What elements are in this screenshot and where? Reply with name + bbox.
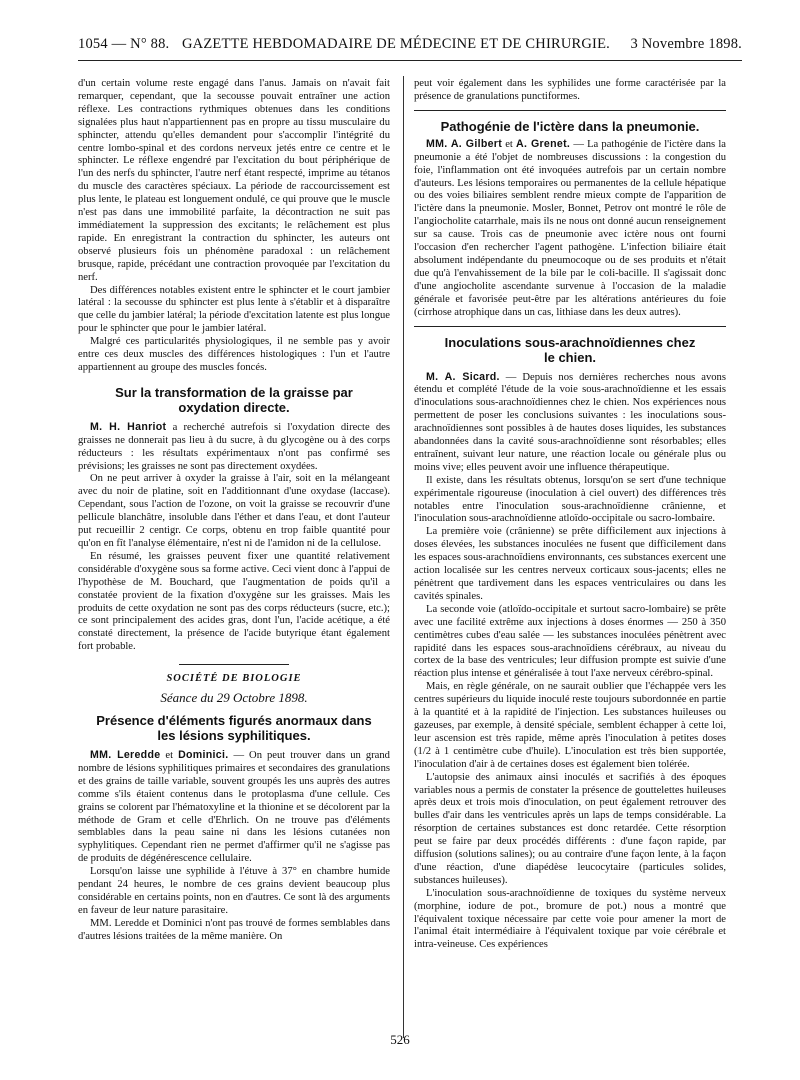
paragraph: L'inoculation sous-arachnoïdienne de toxiques du système nerveux (morphine, iodure de pot., bromure de pot.) nous a montré que l'équivalent toxique nécessaire par cette voie pour amener la mort de l'animal était intermédiaire à l'équivalent toxique par voie cérébrale et intra-veineuse. Ces expériences xyxy=(414,887,726,951)
section-title xyxy=(414,335,726,365)
section-title-line: Inoculations sous-arachnoïdiennes chez xyxy=(444,334,696,350)
paragraph: peut voir également dans les syphilides une forme caractérisée par la présence de granulations punctiformes. xyxy=(414,78,726,102)
paragraph: Malgré ces particularités physiologiques, il ne semble pas y avoir entre ces deux muscles des différences histologiques : l'un et l'autre appartiennent au groupe des muscles foncés. xyxy=(78,336,390,373)
paragraph xyxy=(78,749,390,866)
paragraph xyxy=(78,421,390,474)
paragraph-text: — On peut trouver dans un grand nombre de lésions syphilitiques primaires et secondaires des granulations et des grains de taille variable, souvent groupés les uns auprès des autres comme s'ils étaient contenus dans le protoplasma d'une cellule. Ces grains se colorent par l'hématoxyline et la thionine et se décolorent par la méthode de Gram et celle d'Ehrlich. On ne trouve pas d'éléments semblables dans la peau saine ni dans les lésions cutanées non syphylitiques. Cependant rien ne permet d'affirmer qu'il ne s'agisse pas de produits de dégénérescence cellulaire. xyxy=(78,749,390,865)
author-name: MM. Leredde xyxy=(90,748,161,761)
running-header xyxy=(78,36,742,60)
paragraph: Il existe, dans les résultats obtenus, lorsqu'on se sert d'une technique expérimentale rigoureuse (inoculation à ciel ouvert) des différences très notables entre l'inoculation sous-arachnoïdienne crânienne, et l'inoculation sous-arachnoïdienne atloïdo-occipitale ou sacro-lombaire. xyxy=(414,474,726,525)
paragraph: On ne peut arriver à oxyder la graisse à l'air, soit en la mélangeant avec du noir de platine, soit en l'additionnant d'une oxydase (laccase). Cependant, sous l'action de l'ozone, on voit la graisse se recouvrir d'une pellicule blanchâtre, insoluble dans l'éther et dans l'eau, et dont l'auteur put recueillir 2 centigr. Ce corps, obtenu en trop faible quantité pour qu'on en fît l'analyse élémentaire, n'est ni de l'amidon ni de la cellulose. xyxy=(78,473,390,549)
seance-date: Séance du 29 Octobre 1898. xyxy=(160,690,308,706)
paragraph: La première voie (crânienne) se prête difficilement aux injections à doses élevées, les substances inoculées ne fusent que difficilement dans les espaces sous-arachnoïdiens environnants, ces substances exercent une action localisée sur les centres nerveux corticaux sous-jacents; elles ne pénètrent que tardivement dans les espaces ventriculaires ou dans les cavités spinales. xyxy=(414,526,726,602)
paragraph: En résumé, les graisses peuvent fixer une quantité relativement considérable d'oxygène sous sa forme active. Ceci vient donc à l'appui de l'hypothèse de M. Bouchard, que l'augmentation de poids qu'il a constatée provient de la fixation d'oxygène sur les graisses. Mais les produits de cette oxydation ne sont pas des corps réducteurs (sucre, etc.); ce sont principalement des acides gras, dont l'un, l'acide acétique, a été constaté directement, la présence de l'acide butyrique étant également fort probable. xyxy=(78,550,390,653)
section-title-line: Sur la transformation de la graisse par xyxy=(115,384,353,400)
author-join: et xyxy=(160,749,179,761)
paragraph-text: — Depuis nos dernières recherches nous avons étendu et complété l'étude de la voie sous-arachnoïdienne et les essais d'inoculations sous-arachnoïdiennes chez le chien. Nos expériences nous permettent de poser les conclusions suivantes : les inoculations sous-arachnoïdiennes sont possibles à de hautes doses liquides, les substances abandonnées dans la cavité sous-arachnoïdienne sont résorbables; elles entraînent, suivant leur nature, une réaction locale ou générale plus ou moins vive; elles peuvent avoir une influence thérapeutique. xyxy=(414,371,726,473)
left-column xyxy=(78,78,390,944)
paragraph: L'autopsie des animaux ainsi inoculés et sacrifiés à des époques variables nous a permis de constater la présence de gouttelettes huileuses après deux et trois mois d'inoculation, on peut également retrouver des bulles d'air dans les ventricules après un laps de temps considérable. La résorption de certaines substances est donc retardée. Cette résorption peut se faire par deux procédés différents : d'une façon rapide, par diffusion (solutions salines); ou au contraire d'une façon lente, à la façon d'une réaction, d'une diapédèse leucocytaire (particules solides, substances huileuses). xyxy=(414,771,726,886)
section-rule xyxy=(179,664,289,665)
section-title xyxy=(414,119,726,134)
section-title-line: Présence d'éléments figurés anormaux dans xyxy=(96,712,372,728)
author-name: A. Grenet. xyxy=(516,137,571,150)
right-column xyxy=(414,78,726,952)
header-date: 3 Novembre 1898. xyxy=(630,36,742,52)
paragraph xyxy=(414,371,726,475)
paragraph: Lorsqu'on laisse une syphilide à l'étuve à 37° en chambre humide pendant 24 heures, le nombre de ces grains devient beaucoup plus considérable en certains points, non en d'autres. Ce sont là des arguments en faveur de leur nature parasitaire. xyxy=(78,866,390,916)
paragraph-text: a recherché autrefois si l'oxydation directe des graisses ne donnerait pas lieu à du sucre, à du glycogène ou à des corps réducteurs : les résultats expérimentaux n'ont pas confirmé ses prévisions; les graisses ne sont pas directement oxydées. xyxy=(78,421,390,472)
author-join: et xyxy=(502,138,517,150)
section-rule xyxy=(414,110,726,111)
author-name: M. H. Hanriot xyxy=(90,420,167,433)
section-title xyxy=(78,713,390,743)
header-rule xyxy=(78,60,742,61)
paragraph-text: — La pathogénie de l'ictère dans la pneumonie a été l'objet de nombreuses discussions : la congestion du foie, l'inflammation ont été invoquées autrefois par un certain nombre d'auteurs. Les lésions temporaires ou permanentes de la cellule hépatique ou des voies biliaires semblent rendre mieux compte de l'apparition de l'ictère dans la pneumonie. Mosler, Bonnet, Petrov ont montré le rôle de l'angiocholite catarrhale, mais ils ne nous ont donné aucun renseignement sur sa cause. Trois cas de pneumonie avec ictère nous ont fourni l'occasion d'en rechercher l'agent pathogène. L'infection biliaire était absolument indépendante du pneumocoque ou de ses produits et n'était due qu'à l'envahissement de la bile par le coli-bacille. Il s'agissait donc d'une angiocholite ascendante survenue à l'occasion de la maladie générale et favorisée peut-être par les altérations antérieures du foie (cirrhose atrophique dans un cas, lithiase dans les deux autres). xyxy=(414,138,726,318)
section-title-line: les lésions syphilitiques. xyxy=(157,727,311,743)
paragraph: Mais, en règle générale, on ne saurait oublier que l'échappée vers les centres supérieurs du liquide inoculé reste toujours subordonnée en partie à la quantité et à la rapidité de l'injection. Les substances huileuses ou gazeuses, par exemple, à densité spéciale, semblent échapper à cette loi, leur ascension est très rapide, même après l'inoculation à petites doses (1/2 à 1 centimètre cube d'huile). L'inoculation est très bien supportée, l'inoculation d'air à de certaines doses est également bien tolérée. xyxy=(414,681,726,770)
paragraph: Des différences notables existent entre le sphincter et le court jambier latéral : la secousse du sphincter est plus lente à s'établir et à disparaître que celle du jambier latéral; la période d'excitation latente est plus longue pour le sphincter que pour le jambier latéral. xyxy=(78,284,390,335)
section-title-line: le chien. xyxy=(543,349,597,365)
section-title xyxy=(78,385,390,415)
section-title-line: oxydation directe. xyxy=(178,399,290,415)
header-issue: 1054 — N° 88. xyxy=(78,36,170,52)
author-name: M. A. Sicard. xyxy=(426,370,500,383)
section-title-line: Pathogénie de l'ictère dans la pneumonie. xyxy=(440,118,700,134)
paragraph: d'un certain volume reste engagé dans l'anus. Jamais on n'avait fait remarquer, cependant, que la secousse pouvait entraîner une action réflexe. Les contractions rythmiques obtenues dans les conditions signalées plus haut n'appartiennent pas en propre au tissu musculaire du sphincter, attendu qu'elles demandent pour s'accomplir l'intégrité du centre lombo-spinal et des cordons nerveux jetés entre ce centre et le sphincter. Le réflexe engendré par l'excitation du bout périphérique de l'un des nerfs du sphincter, l'autre nerf étant respecté, imprime au tétanos du muscle des caractères spéciaux. La période de raccourcissement est plus lente, le plateau est longuement ondulé, ce qui prouve que le muscle n'est pas dans une immobilité parfaite, la décontraction ne suit pas immédiatement la suppression des excitants; le relâchement est plus rapide. En enregistrant la contraction du sphincter, les auteurs ont observé plusieurs fois un phénomène paradoxal : un relâchement brusque, rapide, précédant une contraction provoquée par l'excitation du nerf. xyxy=(78,78,390,283)
page-number: 526 xyxy=(390,1032,410,1047)
society-heading: SOCIÉTÉ DE BIOLOGIE xyxy=(166,673,302,685)
author-name: MM. A. Gilbert xyxy=(426,137,503,150)
paragraph: MM. Leredde et Dominici n'ont pas trouvé de formes semblables dans d'autres lésions traitées de la même manière. On xyxy=(78,917,390,942)
column-divider xyxy=(403,76,404,1038)
section-rule xyxy=(414,326,726,327)
header-journal-title: GAZETTE HEBDOMADAIRE DE MÉDECINE ET DE CHIRURGIE. xyxy=(182,36,610,52)
paragraph: La seconde voie (atloïdo-occipitale et surtout sacro-lombaire) se prête avec une facilité extrême aux injections à doses énormes — 250 à 350 centimètres cubes d'eau salée — les substances inoculées pénètrent avec rapidité dans les espaces sous-arachnoïdiens cérébraux, au niveau du cortex de la base des ventricules; leur diffusion prompte est suivie d'une réaction plus intense et généralisée à tout l'axe nerveux cérébro-spinal. xyxy=(414,603,726,680)
paragraph xyxy=(414,138,726,320)
author-name: Dominici. xyxy=(178,748,229,761)
